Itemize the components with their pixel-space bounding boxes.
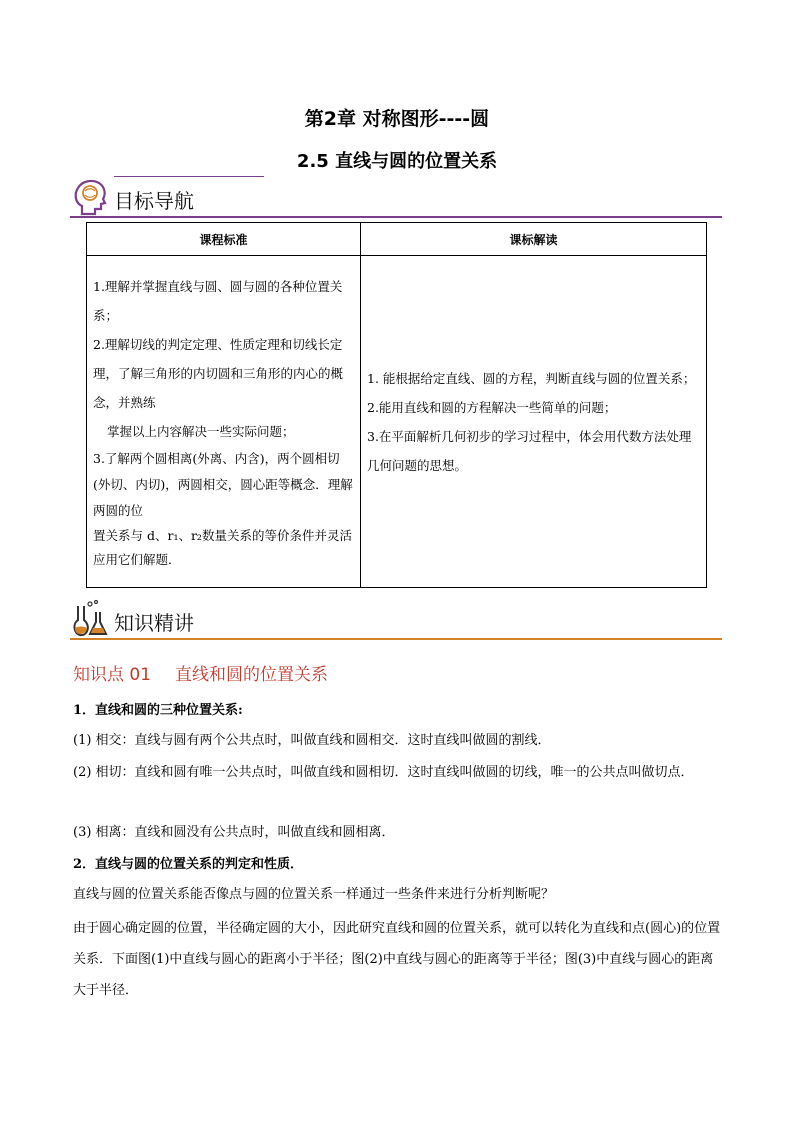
subheading-three-relations: 1．直线和圆的三种位置关系: [73,703,243,718]
standards-cell [87,256,361,588]
interpretation-line: 3.在平面解析几何初步的学习过程中，体会用代数方法处理几何问题的思想。 [367,428,692,473]
knowledge-point-number: 知识点 01 [73,665,152,685]
goals-section-title: 目标导航 [114,189,194,213]
paragraph-intersect: (1) 相交：直线与圆有两个公共点时，叫做直线和圆相交．这时直线叫做圆的割线． [73,733,551,748]
brain-head-icon [70,176,110,216]
paragraph-question: 直线与圆的位置关系能否像点与圆的位置关系一样通过一些条件来进行分析判断呢？ [73,887,555,902]
table-header-standards: 课程标准 [87,223,361,256]
interpretation-line: 2.能用直线和圆的方程解决一些简单的问题； [367,399,617,415]
knowledge-section-title: 知识精讲 [114,611,194,635]
subheading-judgement: 2．直线与圆的位置关系的判定和性质． [73,857,304,872]
standard-line: 3.了解两个圆相离(外离、内含)，两个圆相切(外切、内切)，两圆相交，圆心距等概念．理解两圆的位 [93,450,353,518]
chapter-title: 第2章 对称图形----圆 [304,108,490,130]
knowledge-point-heading [73,660,328,685]
paragraph-tangent: (2) 相切：直线和圆有唯一公共点时，叫做直线和圆相切．这时直线叫做圆的切线，唯一的公共点叫做切点． [73,765,694,780]
knowledge-section-bar [70,638,722,640]
standard-line: 掌握以上内容解决一些实际问题； [107,423,295,439]
lesson-title: 2.5 直线与圆的位置关系 [296,151,498,172]
interpretation-cell [361,256,707,588]
paragraph-separate: (3) 相离：直线和圆没有公共点时，叫做直线和圆相离． [73,825,395,840]
standard-line: 2.理解切线的判定定理、性质定理和切线长定理，了解三角形的内切圆和三角形的内心的概念，并熟练 [93,336,344,410]
goals-top-rule [114,176,264,177]
goals-section-header [70,176,722,218]
flask-icon [70,598,110,638]
goals-section-bar [70,216,722,218]
standards-table [86,222,707,588]
standard-line: 置关系与 d、r₁、r₂数量关系的等价条件并灵活应用它们解题． [93,527,352,567]
paragraph-explanation: 由于圆心确定圆的位置，半径确定圆的大小，因此研究直线和圆的位置关系，就可以转化为直线和点(圆心)的位置关系．下面图(1)中直线与圆心的距离小于半径；图(2)中直线与圆心的距离等于半径；图(3)中直线与圆心的距离大于半径． [73,921,721,998]
table-header-interpretation: 课标解读 [361,223,707,256]
standard-line: 1.理解并掌握直线与圆、圆与圆的各种位置关系； [93,278,343,323]
knowledge-point-title: 直线和圆的位置关系 [175,665,329,685]
interpretation-line: 1. 能根据给定直线、圆的方程，判断直线与圆的位置关系； [367,370,696,386]
knowledge-section-header [70,598,722,640]
